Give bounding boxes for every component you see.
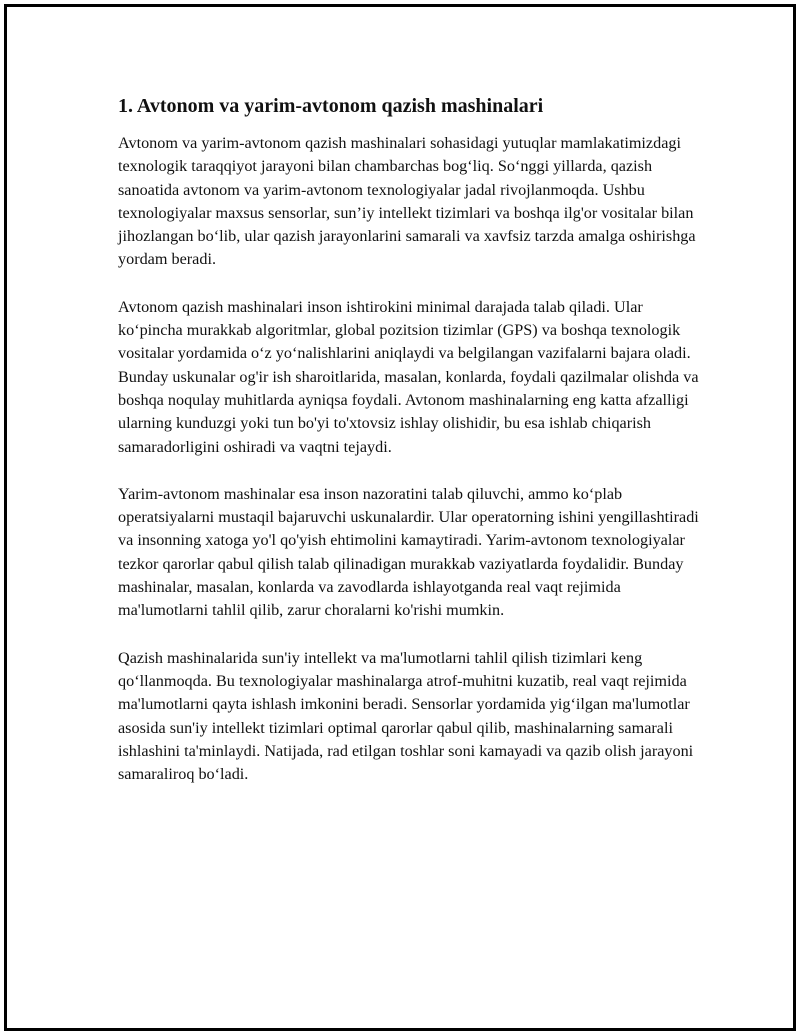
- paragraph-4: Qazish mashinalarida sun'iy intellekt va ma'lumotlarni tahlil qilish tizimlari keng qo‘llanmoqda. Bu texnologiyalar mashinalarga atrof-muhitni kuzatib, real vaqt rejimida ma'lumotlarni qayta ishlash imkonini beradi. Sensorlar yordamida yig‘ilgan ma'lumotlar asosida sun'iy intellekt tizimlari optimal qarorlar qabul qilib, mashinalarning samarali ishlashini ta'minlaydi. Natijada, rad etilgan toshlar soni kamayadi va qazib olish jarayoni samaraliroq bo‘ladi.: [118, 648, 694, 784]
- paragraph-3: Yarim-avtonom mashinalar esa inson nazoratini talab qiluvchi, ammo ko‘plab operatsiyalarni mustaqil bajaruvchi uskunalardir. Ular operatorning ishini yengillashtiradi va insonning xatoga yo'l qo'yish ehtimolini kamaytiradi. Yarim-avtonom texnologiyalar tezkor qarorlar qabul qilish talab qilinadigan murakkab vaziyatlarda foydalidir. Bunday mashinalar, masalan, konlarda va zavodlarda ishlayotganda real vaqt rejimida ma'lumotlarni tahlil qilib, zarur choralarni ko'rishi mumkin.: [118, 484, 699, 620]
- section-heading: 1. Avtonom va yarim-avtonom qazish mashinalari: [118, 95, 544, 117]
- document-body: [118, 92, 708, 810]
- paragraph-1: Avtonom va yarim-avtonom qazish mashinalari sohasidagi yutuqlar mamlakatimizdagi texnologik taraqqiyot jarayoni bilan chambarchas bog‘liq. So‘nggi yillarda, qazish sanoatida avtonom va yarim-avtonom texnologiyalar jadal rivojlanmoqda. Ushbu texnologiyalar maxsus sensorlar, sun’iy intellekt tizimlari va boshqa ilg'or vositalar bilan jihozlangan bo‘lib, ular qazish jarayonlarini samarali va xavfsiz tarzda amalga oshirishga yordam beradi.: [118, 134, 696, 269]
- paragraph-2: Avtonom qazish mashinalari inson ishtirokini minimal darajada talab qiladi. Ular ko‘pincha murakkab algoritmlar, global pozitsion tizimlar (GPS) va boshqa texnologik vositalar yordamida o‘z yo‘nalishlarini aniqlaydi va belgilangan vazifalarni bajara oladi. Bunday uskunalar og'ir ish sharoitlarida, masalan, konlarda, foydali qazilmalar olishda va boshqa noqulay muhitlarda ayniqsa foydali. Avtonom mashinalarning eng katta afzalligi ularning kunduzgi yoki tun bo'yi to'xtovsiz ishlay olishidir, bu esa ishlab chiqarish samaradorligini oshiradi va vaqtni tejaydi.: [118, 297, 699, 456]
